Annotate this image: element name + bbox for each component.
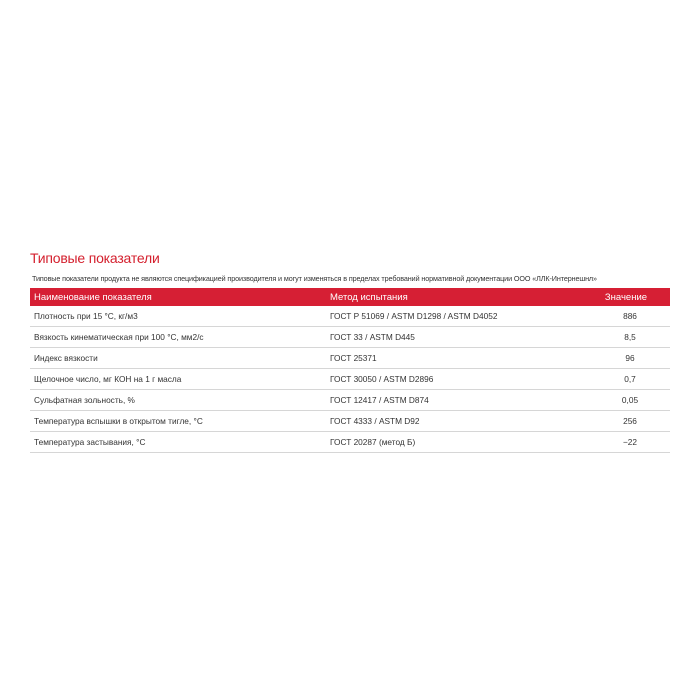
table-row: [30, 369, 670, 390]
table-body: [30, 306, 670, 453]
table-row: [30, 411, 670, 432]
row-value: 96: [566, 348, 670, 369]
row-parameter-name: Щелочное число, мг КОН на 1 г масла: [30, 369, 326, 390]
row-test-method: ГОСТ Р 51069 / ASTM D1298 / ASTM D4052: [326, 306, 566, 327]
typical-properties-section: [30, 250, 670, 453]
row-parameter-name: Плотность при 15 °С, кг/м3: [30, 306, 326, 327]
table-row: [30, 348, 670, 369]
row-test-method: ГОСТ 33 / ASTM D445: [326, 327, 566, 348]
row-parameter-name: Сульфатная зольность, %: [30, 390, 326, 411]
row-value: 886: [566, 306, 670, 327]
table-row: [30, 432, 670, 453]
header-parameter-name: Наименование показателя: [34, 291, 152, 303]
table-row: [30, 390, 670, 411]
row-test-method: ГОСТ 12417 / ASTM D874: [326, 390, 566, 411]
row-test-method: ГОСТ 25371: [326, 348, 566, 369]
section-title: Типовые показатели: [30, 250, 160, 266]
row-test-method: ГОСТ 4333 / ASTM D92: [326, 411, 566, 432]
table-row: [30, 306, 670, 327]
row-test-method: ГОСТ 20287 (метод Б): [326, 432, 566, 453]
row-parameter-name: Индекс вязкости: [30, 348, 326, 369]
row-value: 256: [566, 411, 670, 432]
header-test-method: Метод испытания: [330, 291, 408, 303]
row-value: 0,7: [566, 369, 670, 390]
table-header: [30, 288, 670, 306]
table-row: [30, 327, 670, 348]
table-header-row: [30, 288, 670, 306]
row-test-method: ГОСТ 30050 / ASTM D2896: [326, 369, 566, 390]
row-value: 8,5: [566, 327, 670, 348]
row-value: 0,05: [566, 390, 670, 411]
header-value: Значение: [604, 291, 648, 303]
row-value: −22: [566, 432, 670, 453]
row-parameter-name: Вязкость кинематическая при 100 °С, мм2/с: [30, 327, 326, 348]
properties-table: [30, 288, 670, 453]
row-parameter-name: Температура застывания, °С: [30, 432, 326, 453]
section-note: Типовые показатели продукта не являются спецификацией производителя и могут изменяться в пределах требований нормативной документации ООО «ЛЛК-Интернешнл»: [32, 274, 597, 283]
row-parameter-name: Температура вспышки в открытом тигле, °С: [30, 411, 326, 432]
